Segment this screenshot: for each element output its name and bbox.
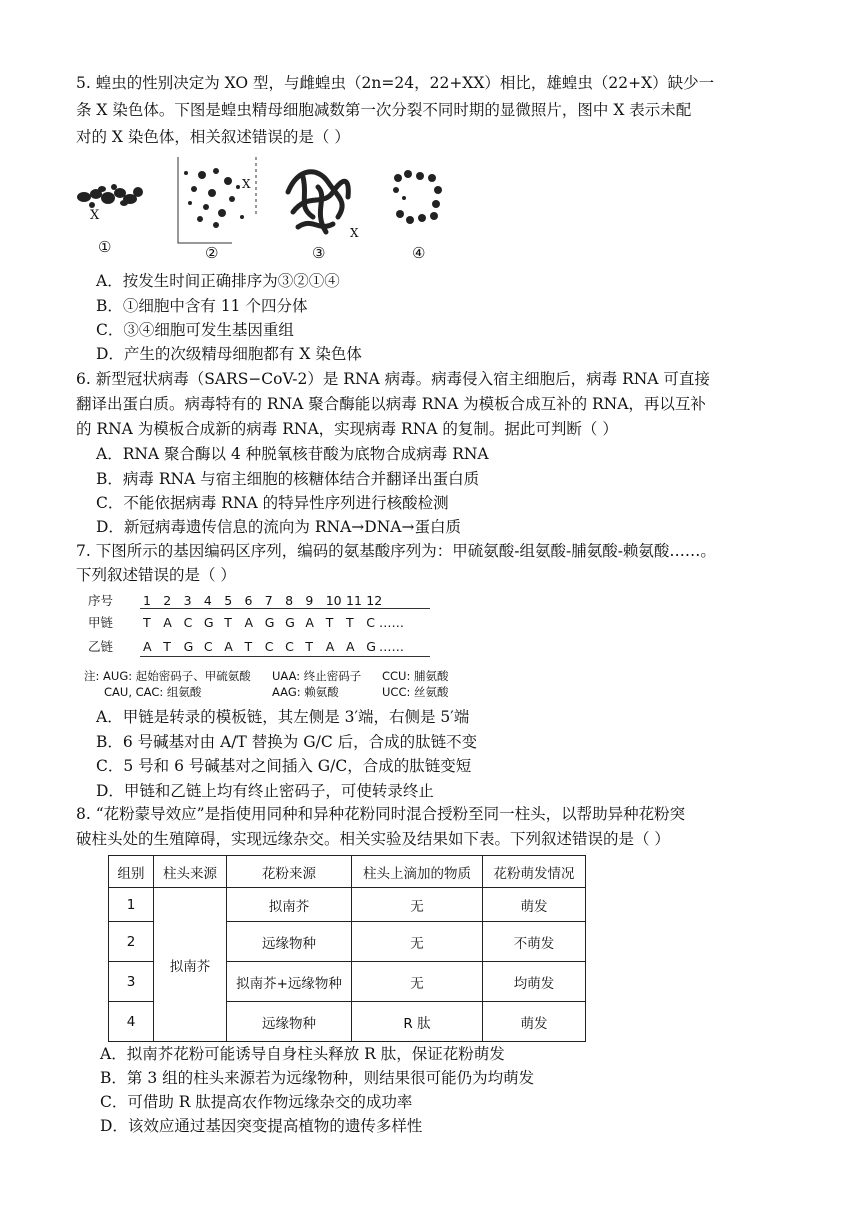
note-row1-col1: 注: AUG: 起始密码子、甲硫氨酸 bbox=[84, 669, 251, 683]
seq-number: 7 bbox=[264, 593, 273, 608]
seq-base-strand-b: A bbox=[143, 639, 152, 654]
seq-number: 8 bbox=[285, 593, 294, 608]
cell-germination: 均萌发 bbox=[483, 962, 586, 1002]
micrograph-2-x-mark: X bbox=[242, 177, 251, 191]
micrograph-4 bbox=[388, 166, 448, 232]
q7-option-d[interactable]: D．甲链和乙链上均有终止密码子，可使转录终止 bbox=[96, 782, 434, 800]
q6-option-d[interactable]: D．新冠病毒遗传信息的流向为 RNA→DNA→蛋白质 bbox=[96, 518, 461, 536]
seq-label-strand-b: 乙链 bbox=[88, 639, 114, 654]
q6-option-b[interactable]: B．病毒 RNA 与宿主细胞的核糖体结合并翻译出蛋白质 bbox=[96, 470, 480, 488]
seq-label-strand-a: 甲链 bbox=[88, 615, 114, 630]
note-row2-col3: UCC: 丝氨酸 bbox=[382, 685, 449, 699]
q6-stem-line-1: 6. 新型冠状病毒（SARS−CoV-2）是 RNA 病毒。病毒侵入宿主细胞后，病毒 RNA 可直接 bbox=[76, 370, 710, 388]
seq-base-strand-b: T bbox=[244, 639, 253, 654]
q6-option-a[interactable]: A．RNA 聚合酶以 4 种脱氧核苷酸为底物合成病毒 RNA bbox=[96, 445, 489, 463]
note-row1-col2: UAA: 终止密码子 bbox=[272, 669, 362, 683]
q5-stem-line-2: 条 X 染色体。下图是蝗虫精母细胞减数第一次分裂不同时期的显微照片，图中 X 表示未配 bbox=[76, 101, 692, 119]
seq-base-strand-b: C bbox=[264, 639, 274, 654]
q7-option-b[interactable]: B．6 号碱基对由 A/T 替换为 G/C 后，合成的肽链不变 bbox=[96, 733, 478, 751]
cell-substance: 无 bbox=[352, 888, 483, 922]
q6-stem-line-3: 的 RNA 为模板合成新的病毒 RNA，实现病毒 RNA 的复制。据此可判断（ ） bbox=[76, 420, 618, 438]
cell-pollen: 远缘物种 bbox=[227, 1002, 352, 1042]
seq-base-strand-a: C bbox=[366, 615, 376, 630]
q5-option-a[interactable]: A．按发生时间正确排序为③②①④ bbox=[96, 272, 340, 290]
micrograph-3 bbox=[278, 162, 360, 242]
seq-base-strand-a: A bbox=[163, 615, 172, 630]
cell-pollen: 远缘物种 bbox=[227, 922, 352, 962]
q7-option-c[interactable]: C．5 号和 6 号碱基对之间插入 G/C，合成的肽链变短 bbox=[96, 757, 472, 775]
q6-option-c[interactable]: C．不能依据病毒 RNA 的特异性序列进行核酸检测 bbox=[96, 494, 449, 512]
seq-number: 4 bbox=[203, 593, 212, 608]
seq-number: 6 bbox=[244, 593, 253, 608]
seq-base-strand-a: C bbox=[183, 615, 193, 630]
seq-base-strand-a: G bbox=[264, 615, 275, 630]
seq-number: 12 bbox=[366, 593, 383, 608]
cell-stigma-source: 拟南芥 bbox=[154, 888, 227, 1042]
seq-base-strand-b: A bbox=[325, 639, 335, 654]
q8-option-b[interactable]: B．第 3 组的柱头来源若为远缘物种，则结果很可能仍为均萌发 bbox=[100, 1069, 535, 1087]
seq-base-strand-b: A bbox=[346, 639, 355, 654]
seq-base-strand-b: T bbox=[305, 639, 314, 654]
q8-option-d[interactable]: D．该效应通过基因突变提高植物的遗传多样性 bbox=[100, 1117, 423, 1135]
cell-pollen: 拟南芥 bbox=[227, 888, 352, 922]
seq-base-strand-a: T bbox=[143, 615, 151, 630]
cell-group: 3 bbox=[109, 962, 154, 1002]
pollen-experiment-table bbox=[108, 855, 586, 1042]
seq-label-number: 序号 bbox=[88, 593, 114, 608]
q5-option-d[interactable]: D．产生的次级精母细胞都有 X 染色体 bbox=[96, 345, 362, 363]
micrograph-4-label: ④ bbox=[412, 244, 426, 262]
q8-option-a[interactable]: A．拟南芥花粉可能诱导自身柱头释放 R 肽，保证花粉萌发 bbox=[100, 1045, 505, 1063]
header-group: 组别 bbox=[109, 856, 154, 888]
header-germination: 花粉萌发情况 bbox=[483, 856, 586, 888]
seq-base-strand-a: G bbox=[285, 615, 295, 630]
seq-base-strand-a: T bbox=[325, 615, 334, 630]
q5-stem-line-1: 5. 蝗虫的性别决定为 XO 型，与雌蝗虫（2n=24，22+XX）相比，雄蝗虫（22+X）缺少一 bbox=[76, 74, 715, 92]
seq-base-strand-a: A bbox=[305, 615, 314, 630]
seq-strand-a-tail: …… bbox=[379, 615, 404, 630]
seq-base-strand-a: T bbox=[346, 615, 354, 630]
q5-option-c[interactable]: C．③④细胞可发生基因重组 bbox=[96, 321, 294, 339]
micrograph-2-label: ② bbox=[205, 244, 219, 262]
seq-base-strand-b: T bbox=[163, 639, 171, 654]
q5-option-b[interactable]: B．①细胞中含有 11 个四分体 bbox=[96, 297, 308, 315]
seq-base-strand-b: G bbox=[183, 639, 194, 654]
seq-number: 11 bbox=[346, 593, 362, 608]
seq-base-strand-a: T bbox=[224, 615, 232, 630]
cell-germination: 萌发 bbox=[483, 888, 586, 922]
seq-number: 9 bbox=[305, 593, 314, 608]
seq-base-strand-a: A bbox=[244, 615, 254, 630]
q8-stem-line-2: 破柱头处的生殖障碍，实现远缘杂交。相关实验及结果如下表。下列叙述错误的是（ ） bbox=[76, 830, 670, 848]
seq-base-strand-b: G bbox=[366, 639, 376, 654]
cell-germination: 萌发 bbox=[483, 1002, 586, 1042]
micrograph-3-x-mark: X bbox=[350, 226, 359, 240]
table-row bbox=[109, 888, 586, 922]
seq-number: 2 bbox=[163, 593, 172, 608]
cell-substance: 无 bbox=[352, 922, 483, 962]
cell-group: 2 bbox=[109, 922, 154, 962]
q5-stem-line-3: 对的 X 染色体，相关叙述错误的是（ ） bbox=[76, 128, 350, 146]
seq-number: 1 bbox=[143, 593, 151, 608]
micrograph-1-x-mark: X bbox=[90, 208, 100, 223]
seq-number: 10 bbox=[325, 593, 342, 608]
seq-base-strand-a: G bbox=[203, 615, 214, 630]
micrograph-1-label: ① bbox=[98, 238, 112, 256]
q7-stem-line-1: 7. 下图所示的基因编码区序列，编码的氨基酸序列为：甲硫氨酸-组氨酸-脯氨酸-赖氨酸……。 bbox=[76, 542, 716, 560]
seq-base-strand-b: C bbox=[285, 639, 294, 654]
seq-number: 5 bbox=[224, 593, 233, 608]
q8-option-c[interactable]: C．可借助 R 肽提高农作物远缘杂交的成功率 bbox=[100, 1093, 413, 1111]
seq-strand-b-tail: …… bbox=[379, 639, 404, 654]
micrograph-1 bbox=[72, 175, 152, 235]
seq-base-strand-b: C bbox=[203, 639, 213, 654]
seq-base-strand-b: A bbox=[224, 639, 233, 654]
note-row1-col3: CCU: 脯氨酸 bbox=[382, 669, 449, 683]
q6-stem-line-2: 翻译出蛋白质。病毒特有的 RNA 聚合酶能以病毒 RNA 为模板合成互补的 RNA，再以互补 bbox=[76, 395, 706, 413]
q8-stem-line-1: 8. “花粉蒙导效应”是指使用同种和异种花粉同时混合授粉至同一柱头，以帮助异种花粉突 bbox=[76, 805, 686, 823]
header-pollen-source: 花粉来源 bbox=[227, 856, 352, 888]
cell-substance: R 肽 bbox=[352, 1002, 483, 1042]
seq-number: 3 bbox=[183, 593, 192, 608]
cell-group: 1 bbox=[109, 888, 154, 922]
table-header-row bbox=[109, 856, 586, 888]
header-stigma-source: 柱头来源 bbox=[154, 856, 227, 888]
cell-group: 4 bbox=[109, 1002, 154, 1042]
cell-substance: 无 bbox=[352, 962, 483, 1002]
cell-germination: 不萌发 bbox=[483, 922, 586, 962]
note-row2-col2: AAG: 赖氨酸 bbox=[272, 685, 339, 699]
header-substance: 柱头上滴加的物质 bbox=[352, 856, 483, 888]
micrograph-3-label: ③ bbox=[312, 244, 326, 262]
cell-pollen: 拟南芥+远缘物种 bbox=[227, 962, 352, 1002]
q7-stem-line-2: 下列叙述错误的是（ ） bbox=[76, 566, 236, 584]
q7-option-a[interactable]: A．甲链是转录的模板链，其左侧是 3′端，右侧是 5′端 bbox=[96, 708, 470, 726]
micrograph-2 bbox=[172, 155, 260, 245]
note-row2-col1: CAU, CAC: 组氨酸 bbox=[104, 685, 202, 699]
